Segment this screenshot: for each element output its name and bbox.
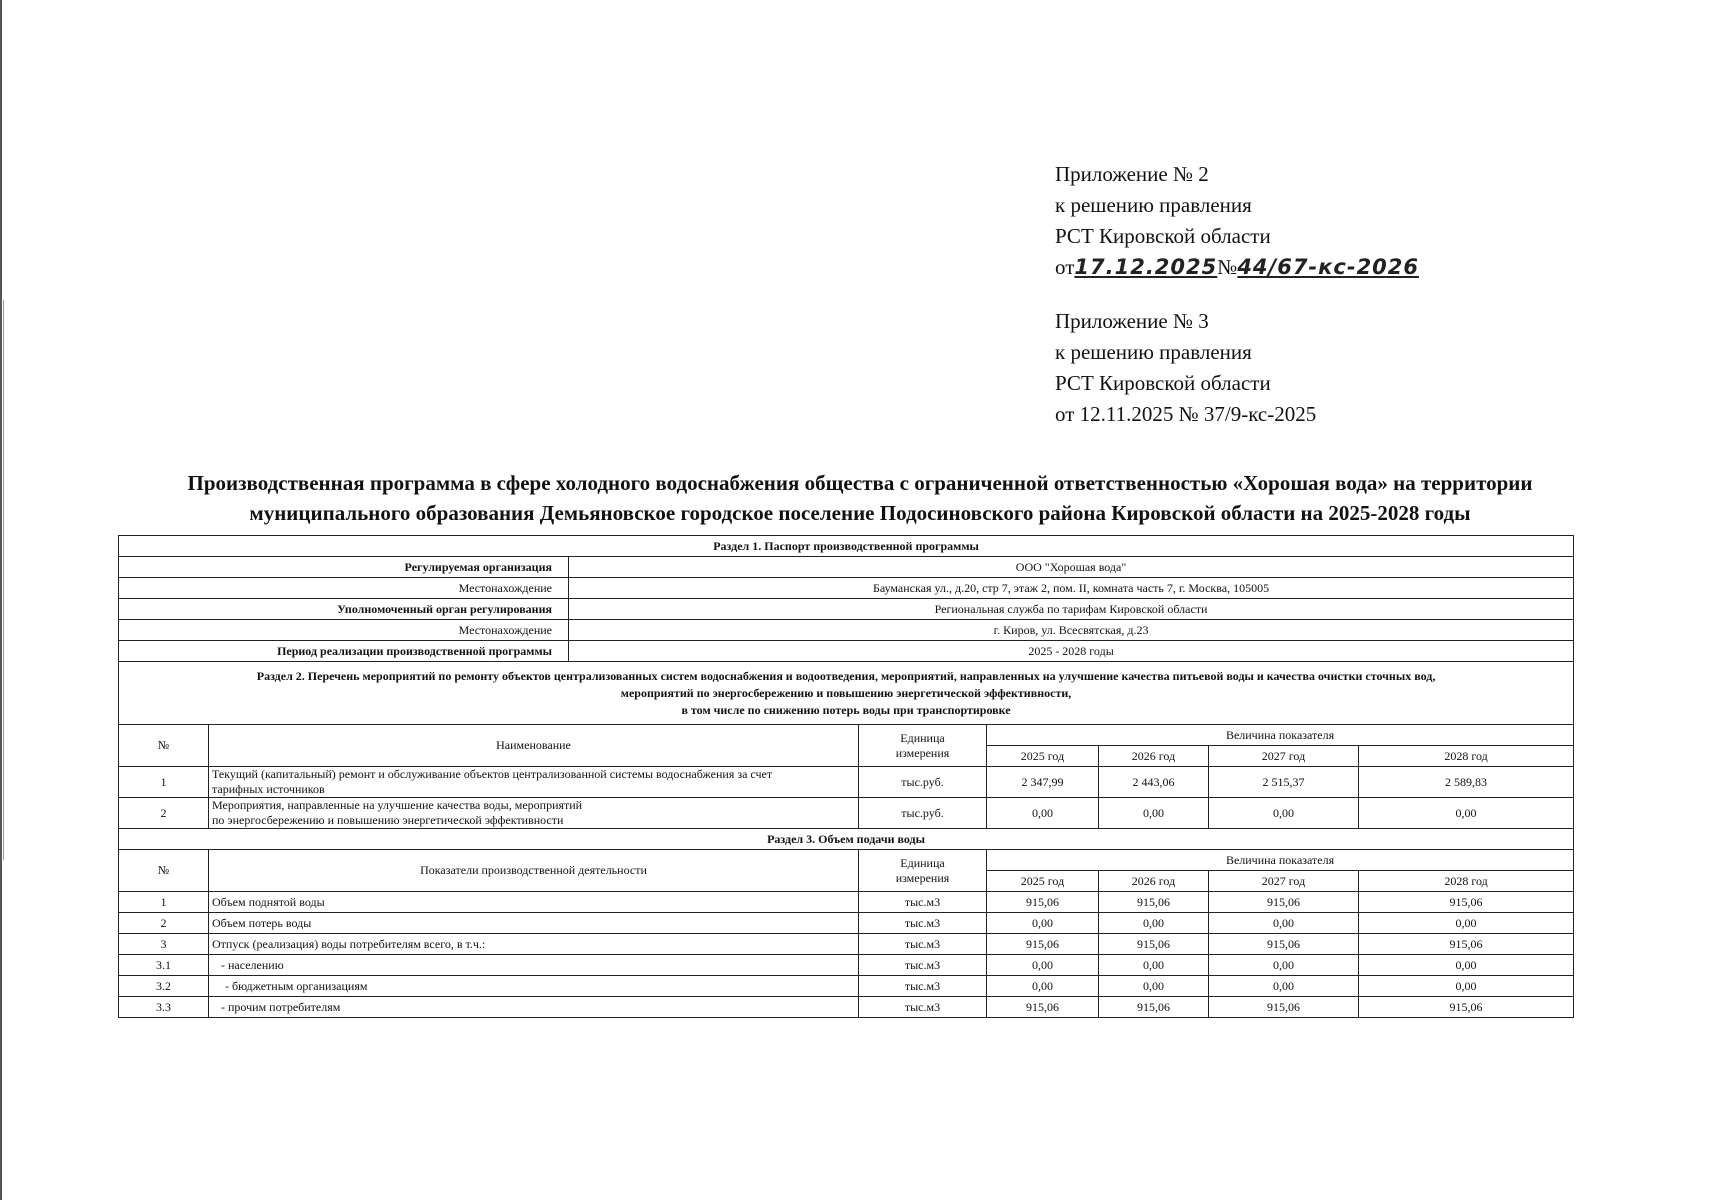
appendix-3-block	[1055, 306, 1316, 430]
col-header-year: 2027 год	[1209, 746, 1359, 767]
col-header-unit-line-2: измерения	[895, 870, 950, 885]
row-name-line-1: Текущий (капитальный) ремонт и обслуживание объектов централизованной системы водоснабжения за счет	[212, 767, 773, 781]
passport-value: Бауманская ул., д.20, стр 7, этаж 2, пом. II, комната часть 7, г. Москва, 105005	[569, 578, 1574, 599]
row-value-2026: 0,00	[1099, 955, 1209, 976]
section-2-header	[119, 662, 1574, 725]
col-header-value: Величина показателя	[987, 850, 1574, 871]
section-2-header-line-1: Раздел 2. Перечень мероприятий по ремонту объектов централизованных систем водоснабжения и водоотведения, мероприятий, направленных на улучшение качества питьевой воды и качества очистки сточных вод,	[256, 668, 1436, 683]
row-name-line-2: по энергосбережению и повышению энергетической эффективности	[212, 813, 564, 827]
row-value-2027: 915,06	[1209, 892, 1359, 913]
row-value-2027: 915,06	[1209, 997, 1359, 1018]
col-header-unit-line-2: измерения	[895, 745, 950, 760]
passport-value: ООО "Хорошая вода"	[569, 557, 1574, 578]
program-table	[118, 535, 1574, 1018]
row-unit: тыс.руб.	[859, 798, 987, 829]
row-number: 3.3	[119, 997, 209, 1018]
passport-label: Период реализации производственной программы	[119, 641, 569, 662]
passport-row	[119, 578, 1574, 599]
row-name: - прочим потребителям	[209, 997, 859, 1018]
passport-value: Региональная служба по тарифам Кировской области	[569, 599, 1574, 620]
appendix-3-title: Приложение № 3	[1055, 309, 1209, 333]
row-value-2027: 0,00	[1209, 955, 1359, 976]
document-title	[110, 468, 1610, 528]
appendix-3-authority: РСТ Кировской области	[1055, 371, 1271, 395]
document-title-line-2: муниципального образования Демьяновское городское поселение Подосиновского района Кировской области на 2025-2028 годы	[249, 501, 1471, 525]
col-header-year: 2025 год	[987, 746, 1099, 767]
row-value-2026: 0,00	[1099, 798, 1209, 829]
passport-value: 2025 - 2028 годы	[569, 641, 1574, 662]
section-1-header: Раздел 1. Паспорт производственной программы	[119, 536, 1574, 557]
row-unit: тыс.м3	[859, 913, 987, 934]
table-row	[119, 934, 1574, 955]
table-row	[119, 767, 1574, 798]
row-value-2028: 2 589,83	[1359, 767, 1574, 798]
row-value-2027: 0,00	[1209, 976, 1359, 997]
col-header-indicators: Показатели производственной деятельности	[209, 850, 859, 892]
col-header-year: 2027 год	[1209, 871, 1359, 892]
row-value-2025: 0,00	[987, 976, 1099, 997]
row-value-2028: 0,00	[1359, 976, 1574, 997]
appendix-2-title: Приложение № 2	[1055, 162, 1209, 186]
row-value-2028: 915,06	[1359, 892, 1574, 913]
col-header-number: №	[119, 850, 209, 892]
appendix-2-from: от	[1055, 255, 1075, 279]
table-row	[119, 913, 1574, 934]
row-value-2025: 2 347,99	[987, 767, 1099, 798]
row-number: 3.1	[119, 955, 209, 976]
row-name-line-1: Мероприятия, направленные на улучшение качества воды, мероприятий	[212, 798, 583, 812]
row-value-2026: 915,06	[1099, 934, 1209, 955]
row-unit: тыс.м3	[859, 955, 987, 976]
section-2-header-line-3: в том числе по снижению потерь воды при транспортировке	[681, 702, 1011, 717]
row-value-2026: 915,06	[1099, 997, 1209, 1018]
appendix-2-decision: к решению правления	[1055, 193, 1252, 217]
row-value-2025: 0,00	[987, 913, 1099, 934]
col-header-unit-line-1: Единица	[900, 730, 945, 745]
scan-edge-inner	[3, 300, 4, 860]
section-2-header-line-2: мероприятий по энергосбережению и повышению энергетической эффективности,	[620, 685, 1072, 700]
col-header-year: 2025 год	[987, 871, 1099, 892]
col-header-year: 2026 год	[1099, 871, 1209, 892]
appendix-2-number-sign: №	[1217, 255, 1238, 279]
col-header-unit	[859, 725, 987, 767]
row-name: Объем поднятой воды	[209, 892, 859, 913]
col-header-year: 2026 год	[1099, 746, 1209, 767]
handwritten-date: 17.12.2025	[1074, 255, 1218, 279]
row-unit: тыс.м3	[859, 976, 987, 997]
row-value-2027: 2 515,37	[1209, 767, 1359, 798]
row-value-2026: 0,00	[1099, 913, 1209, 934]
col-header-unit	[859, 850, 987, 892]
row-value-2025: 915,06	[987, 997, 1099, 1018]
col-header-number: №	[119, 725, 209, 767]
col-header-value: Величина показателя	[987, 725, 1574, 746]
row-value-2027: 0,00	[1209, 798, 1359, 829]
row-name: - населению	[209, 955, 859, 976]
row-value-2025: 915,06	[987, 934, 1099, 955]
row-value-2028: 0,00	[1359, 798, 1574, 829]
appendix-2-block	[1055, 159, 1419, 283]
row-value-2028: 915,06	[1359, 934, 1574, 955]
row-number: 3.2	[119, 976, 209, 997]
section-3-header: Раздел 3. Объем подачи воды	[119, 829, 1574, 850]
row-unit: тыс.м3	[859, 934, 987, 955]
row-number: 1	[119, 892, 209, 913]
scan-edge	[0, 0, 2, 1200]
row-name	[209, 767, 859, 798]
row-number: 2	[119, 798, 209, 829]
table-row	[119, 798, 1574, 829]
passport-row	[119, 557, 1574, 578]
appendix-3-date-line: от 12.11.2025 № 37/9-кс-2025	[1055, 402, 1317, 426]
row-value-2028: 0,00	[1359, 913, 1574, 934]
col-header-year: 2028 год	[1359, 871, 1574, 892]
table-row	[119, 955, 1574, 976]
row-value-2028: 915,06	[1359, 997, 1574, 1018]
row-value-2025: 0,00	[987, 798, 1099, 829]
passport-value: г. Киров, ул. Всесвятская, д.23	[569, 620, 1574, 641]
col-header-name: Наименование	[209, 725, 859, 767]
passport-label: Регулируемая организация	[119, 557, 569, 578]
row-number: 3	[119, 934, 209, 955]
row-value-2025: 0,00	[987, 955, 1099, 976]
col-header-year: 2028 год	[1359, 746, 1574, 767]
row-name: Отпуск (реализация) воды потребителям всего, в т.ч.:	[209, 934, 859, 955]
row-value-2028: 0,00	[1359, 955, 1574, 976]
row-value-2026: 2 443,06	[1099, 767, 1209, 798]
row-value-2027: 0,00	[1209, 913, 1359, 934]
row-value-2025: 915,06	[987, 892, 1099, 913]
appendix-3-decision: к решению правления	[1055, 340, 1252, 364]
handwritten-number: 44/67-кс-2026	[1237, 255, 1420, 279]
row-number: 1	[119, 767, 209, 798]
passport-row	[119, 599, 1574, 620]
row-value-2027: 915,06	[1209, 934, 1359, 955]
row-unit: тыс.м3	[859, 997, 987, 1018]
row-unit: тыс.м3	[859, 892, 987, 913]
passport-row	[119, 641, 1574, 662]
document-title-line-1: Производственная программа в сфере холодного водоснабжения общества с ограниченной ответственностью «Хорошая вода» на территории	[187, 471, 1533, 495]
row-name: - бюджетным организациям	[209, 976, 859, 997]
row-value-2026: 915,06	[1099, 892, 1209, 913]
table-row	[119, 997, 1574, 1018]
passport-row	[119, 620, 1574, 641]
appendix-2-authority: РСТ Кировской области	[1055, 224, 1271, 248]
row-name: Объем потерь воды	[209, 913, 859, 934]
passport-label: Местонахождение	[119, 620, 569, 641]
passport-label: Уполномоченный орган регулирования	[119, 599, 569, 620]
row-number: 2	[119, 913, 209, 934]
row-name	[209, 798, 859, 829]
appendix-2-date-line	[1055, 252, 1419, 283]
row-value-2026: 0,00	[1099, 976, 1209, 997]
passport-label: Местонахождение	[119, 578, 569, 599]
row-name-line-2: тарифных источников	[212, 782, 325, 796]
table-row	[119, 892, 1574, 913]
table-row	[119, 976, 1574, 997]
col-header-unit-line-1: Единица	[900, 855, 945, 870]
row-unit: тыс.руб.	[859, 767, 987, 798]
